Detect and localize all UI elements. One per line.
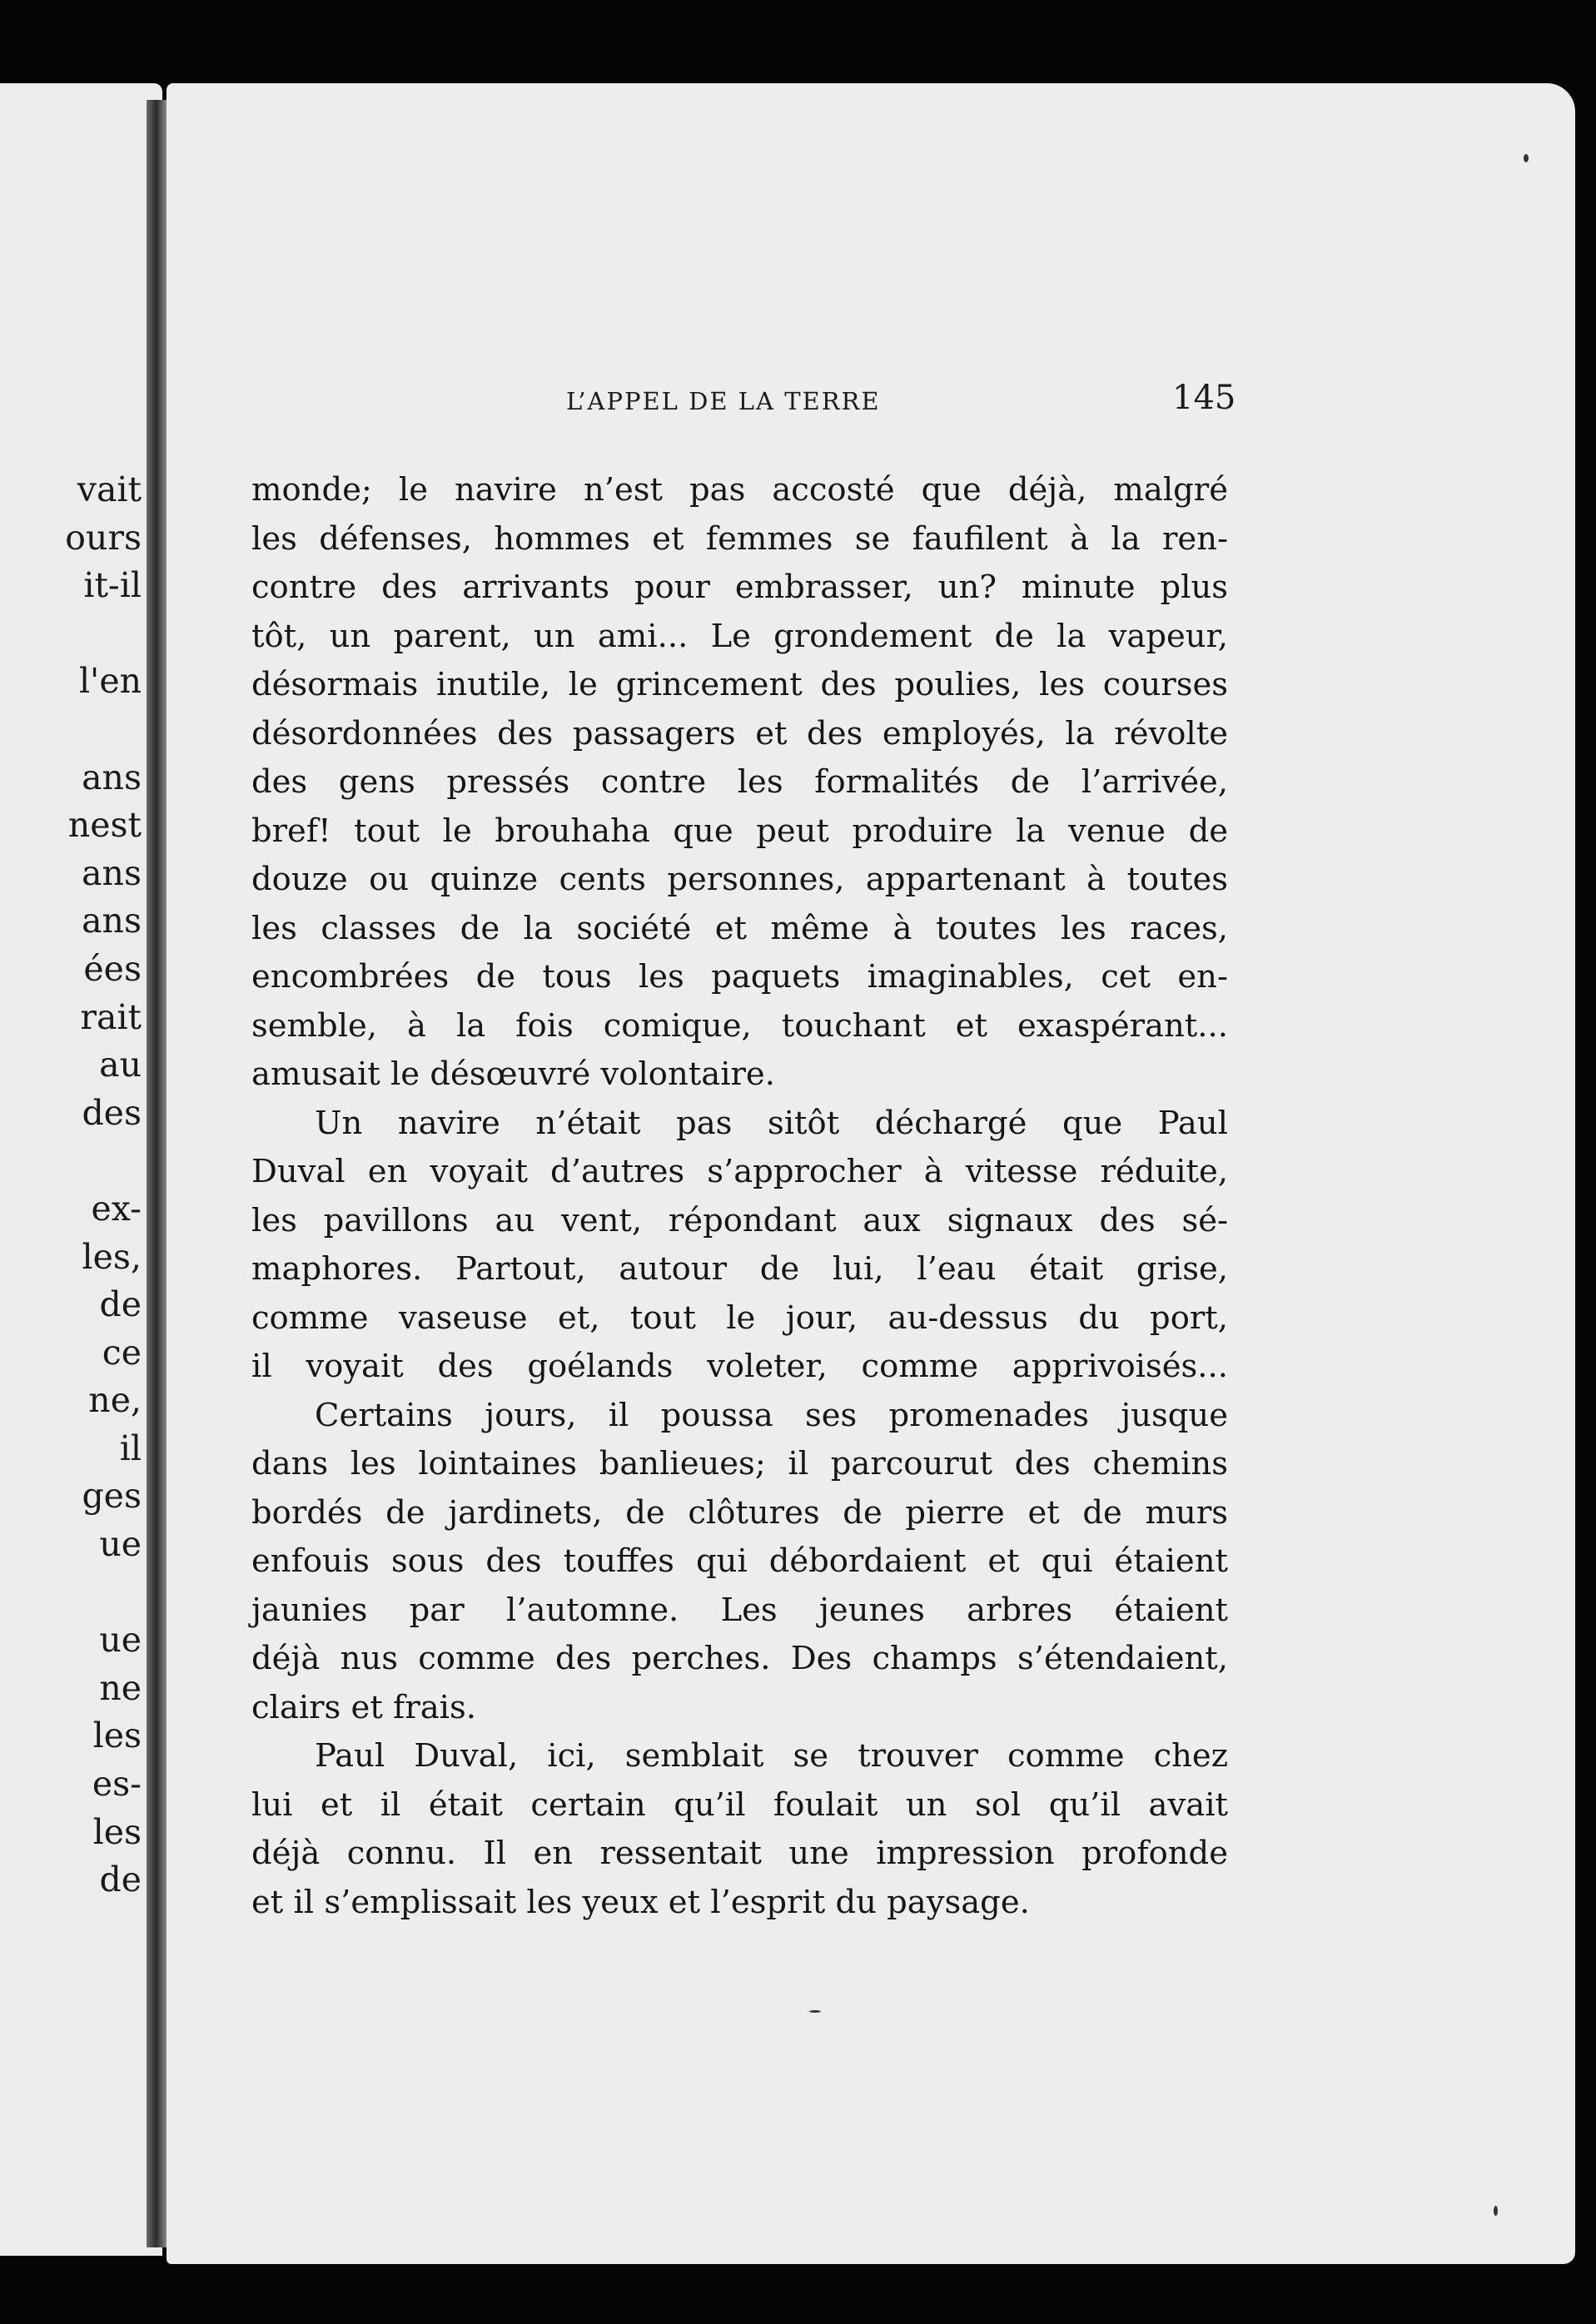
text-line: douze ou quinze cents personnes, appartenant à toutes [251,861,1228,898]
running-title: L’APPEL DE LA TERRE [566,387,881,415]
previous-page-line-endings [0,466,142,1904]
previous-page-edge [0,83,162,2256]
line-fragment: ex- [91,1188,142,1229]
line-fragment: ées [83,948,142,989]
text-line: semble, à la fois comique, touchant et exaspérant... [251,1006,1228,1045]
text-line: jaunies par l’automne. Les jeunes arbres étaient [251,1591,1228,1629]
line-fragment [0,610,142,658]
line-fragment: ne [99,1667,142,1708]
line-fragment: ans [82,901,142,941]
line-fragment: de [99,1860,142,1900]
line-fragment: les [92,1811,142,1852]
text-line: tôt, un parent, un ami... Le grondement de la vapeur, [251,617,1228,655]
text-line: amusait le désœuvré volontaire. [251,1055,775,1093]
page-number: 145 [1172,379,1236,417]
text-line: les défenses, hommes et femmes se faufilent à la ren- [251,519,1228,558]
line-fragment: de [99,1284,142,1325]
line-fragment: ne, [88,1380,142,1421]
line-fragment: des [82,1092,142,1133]
line-fragment: ce [102,1332,142,1373]
line-fragment: au [99,1045,142,1085]
text-line: dans les lointaines banlieues; il parcourut des chemins [251,1445,1228,1482]
text-line: maphores. Partout, autour de lui, l’eau était grise, [251,1250,1228,1288]
line-fragment: vait [77,469,142,509]
text-line: déjà connu. Il en ressentait une impression profonde [251,1835,1228,1872]
text-line: encombrées de tous les paquets imaginables, cet en- [251,958,1228,996]
line-fragment: ue [99,1524,142,1565]
text-line: Certains jours, il poussa ses promenades jusque [315,1396,1228,1434]
line-fragment: il [119,1428,142,1468]
line-fragment: ue [99,1620,142,1661]
page-body [251,466,1228,1927]
text-line: clairs et frais. [251,1688,476,1726]
line-fragment: ans [82,852,142,893]
line-fragment [0,706,142,754]
text-line: bref! tout le brouhaha que peut produire la venue de [251,812,1228,850]
text-line: les pavillons au vent, répondant aux signaux des sé- [251,1201,1228,1239]
line-fragment: les [92,1716,142,1756]
text-line: enfouis sous des touffes qui débordaient et qui étaient [251,1542,1228,1580]
line-fragment: les, [82,1236,142,1277]
text-line: monde; le navire n’est pas accosté que déjà, malgré [251,471,1228,509]
scan-speck [809,2010,821,2013]
text-line: comme vaseuse et, tout le jour, au-dessus du port, [251,1299,1228,1337]
line-fragment: l'en [78,661,142,702]
scan-speck [1494,2206,1498,2216]
line-fragment [0,1569,142,1617]
page-header [167,379,1575,429]
text-line: Un navire n’était pas sitôt déchargé que Paul [315,1104,1228,1142]
line-fragment: ours [65,517,142,558]
line-fragment: it-il [83,565,142,606]
current-page [167,83,1575,2264]
line-fragment: nest [67,805,142,846]
text-line: lui et il était certain qu’il foulait un sol qu’il avait [251,1785,1228,1824]
line-fragment [0,1137,142,1185]
text-line: des gens pressés contre les formalités de l’arrivée, [251,763,1228,801]
line-fragment: ans [82,757,142,797]
text-line: désormais inutile, le grincement des poulies, les courses [251,666,1228,703]
scan-speck [1524,154,1529,162]
text-line: les classes de la société et même à toutes les races, [251,909,1228,947]
text-line: bordés de jardinets, de clôtures de pierre et de murs [251,1493,1228,1532]
text-line: désordonnées des passagers et des employés, la révolte [251,714,1228,752]
line-fragment: es- [92,1764,142,1805]
text-line: il voyait des goélands voleter, comme apprivoisés... [251,1348,1228,1385]
line-fragment: ges [82,1476,142,1517]
line-fragment: rait [80,996,142,1037]
text-line: contre des arrivants pour embrasser, un? minute plus [251,569,1228,606]
text-line: Duval en voyait d’autres s’approcher à vitesse réduite, [251,1153,1228,1190]
text-line: et il s’emplissait les yeux et l’esprit du paysage. [251,1883,1030,1921]
text-line: Paul Duval, ici, semblait se trouver comme chez [315,1737,1228,1775]
text-line: déjà nus comme des perches. Des champs s’étendaient, [251,1640,1228,1677]
